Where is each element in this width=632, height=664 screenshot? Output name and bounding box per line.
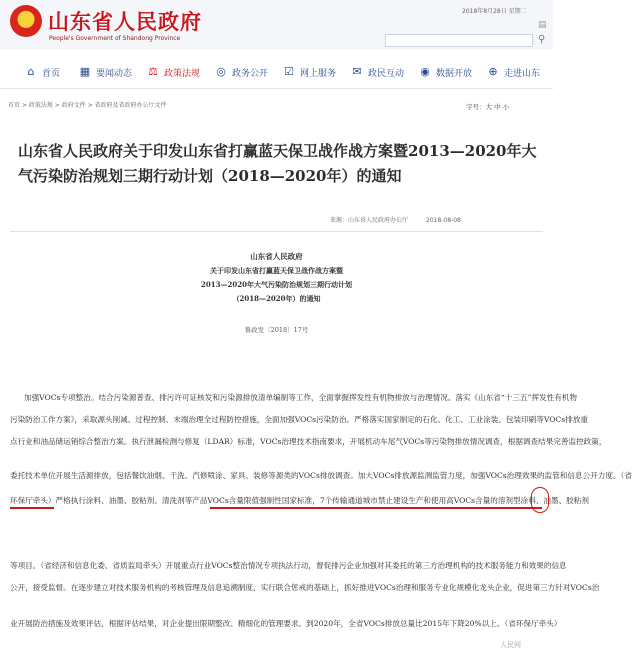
breadcrumb[interactable]: 首页 > 政策法规 > 政府文件 > 省政府及省政府办公厅文件 xyxy=(8,102,167,109)
site-subtitle: People's Government of Shandong Province xyxy=(49,35,181,42)
site-title[interactable]: 山东省人民政府 xyxy=(48,9,202,34)
online-service-icon: ☑ xyxy=(284,65,294,78)
nav-item-label: 首页 xyxy=(42,68,61,79)
home-icon: ⌂ xyxy=(27,65,35,78)
nav-item-label: 政务公开 xyxy=(232,68,269,79)
article-title: 山东省人民政府关于印发山东省打赢蓝天保卫战作战方案暨2013—2020年大气污染防治规划三期行动计划（2018—2020年）的通知 xyxy=(18,142,537,185)
font-size-control[interactable]: 字号：大 中 小 xyxy=(466,103,510,111)
body-line: 业开展防治措施及效果评估，根据评估结果，对企业提出限期整改、精细化的管理要求。到2020年，全省VOCs排放总量比2015年下降20%以上。（省环保厅牵头） xyxy=(10,619,562,628)
highlight-circle xyxy=(531,487,549,513)
nav-item-interaction[interactable] xyxy=(350,63,404,81)
site-header xyxy=(0,0,553,50)
current-date: 2018年8月28日 星期二 xyxy=(462,8,527,15)
news-icon: ▦ xyxy=(79,65,91,78)
body-line: 公开，接受监督。在逐步建立对技术服务机构的考核管理及信息追溯制度，实行联合惩戒的基础上，抓好推进VOCs治理和服务专业化规模化龙头企业，促进第三方针对VOCs治 xyxy=(10,583,600,592)
body-line: 加强VOCs专项整治。结合污染源普查、排污许可证核发和污染源排放清单编制等工作，全面掌握挥发性有机物排放与治理情况。落实《山东省“十三五”挥发性有机物 xyxy=(24,393,578,402)
doc-number: 鲁政发〔2018〕17号 xyxy=(244,326,309,334)
highlight-underline xyxy=(10,507,54,509)
nav-item-news[interactable] xyxy=(78,63,132,81)
nav-item-home[interactable] xyxy=(24,63,60,81)
nav-item-label: 数据开放 xyxy=(436,68,473,79)
doc-title-line-2: 2013—2020年大气污染防治规划三期行动计划 xyxy=(201,280,352,289)
nav-item-policy[interactable] xyxy=(146,63,200,81)
doc-title-line-1: 关于印发山东省打赢蓝天保卫战作战方案暨 xyxy=(210,266,343,275)
nav-item-label: 政民互动 xyxy=(368,68,405,79)
nav-item-online-service[interactable] xyxy=(282,63,336,81)
doc-title-line-3: （2018—2020年）的通知 xyxy=(232,294,321,303)
nav-item-shandong[interactable] xyxy=(486,63,540,81)
watermark: 人民网 xyxy=(500,641,521,649)
policy-icon: ⚖ xyxy=(148,65,158,78)
nav-item-label: 政策法规 xyxy=(164,68,201,79)
body-line: 点行业和油品储运销综合整治方案。执行泄漏检测与修复（LDAR）标准，VOCs治理技术指南要求，开展机动车尾气VOCs等污染物排放情况调查，根据调查结果完善监控政策， xyxy=(10,437,607,446)
nav-item-label: 走进山东 xyxy=(504,68,541,79)
body-line: 等项目。（省经济和信息化委、省质监局牵头）开展重点行业VOCs整治情况专项执法行动，督促排污企业加强对其委托的第三方治理机构的技术服务能力和效果的信息 xyxy=(10,561,567,570)
national-emblem-icon xyxy=(10,5,42,37)
body-line: 污染防治工作方案》，采取源头削减、过程控制、末端治理全过程防控措施，全面加强VOCs污染防治。严格落实国家制定的石化、化工、工业涂装、包装印刷等VOCs排放重 xyxy=(10,415,588,424)
globe-icon: ⊕ xyxy=(488,65,498,78)
sheet-icon[interactable]: ▤ xyxy=(538,20,547,30)
doc-issuer: 山东省人民政府 xyxy=(250,252,303,261)
article-source: 来源：山东省人民政府办公厅 2018-08-08 xyxy=(330,217,461,224)
nav-item-label: 网上服务 xyxy=(300,68,337,79)
highlight-underline xyxy=(210,507,542,509)
main-nav xyxy=(0,55,553,89)
interaction-icon: ✉ xyxy=(352,65,362,78)
body-line: 环保厅牵头）严格执行涂料、油墨、胶粘剂、清洗剂等产品VOCs含量限值强制性国家标准，7个传输通道城市禁止建设生产和使用高VOCs含量的溶剂型涂料、油墨、胶粘剂 xyxy=(10,496,589,505)
nav-item-gov-open[interactable] xyxy=(214,63,268,81)
body-line: 委托技术单位开展生活源排放，包括餐饮油烟、干洗、汽修喷涂、家具、装修等源类的VOCs排放调查。加大VOCs排放源监测监管力度，加强VOCs治理效果的监管和信息公开力度。（省 xyxy=(10,471,632,480)
data-icon: ◉ xyxy=(420,65,430,78)
divider xyxy=(10,231,543,232)
gov-open-icon: ◎ xyxy=(216,65,226,78)
nav-item-label: 要闻动态 xyxy=(96,68,133,79)
search-input[interactable] xyxy=(385,34,533,47)
search-icon[interactable]: ⚲ xyxy=(538,34,546,45)
nav-item-data[interactable] xyxy=(418,63,472,81)
